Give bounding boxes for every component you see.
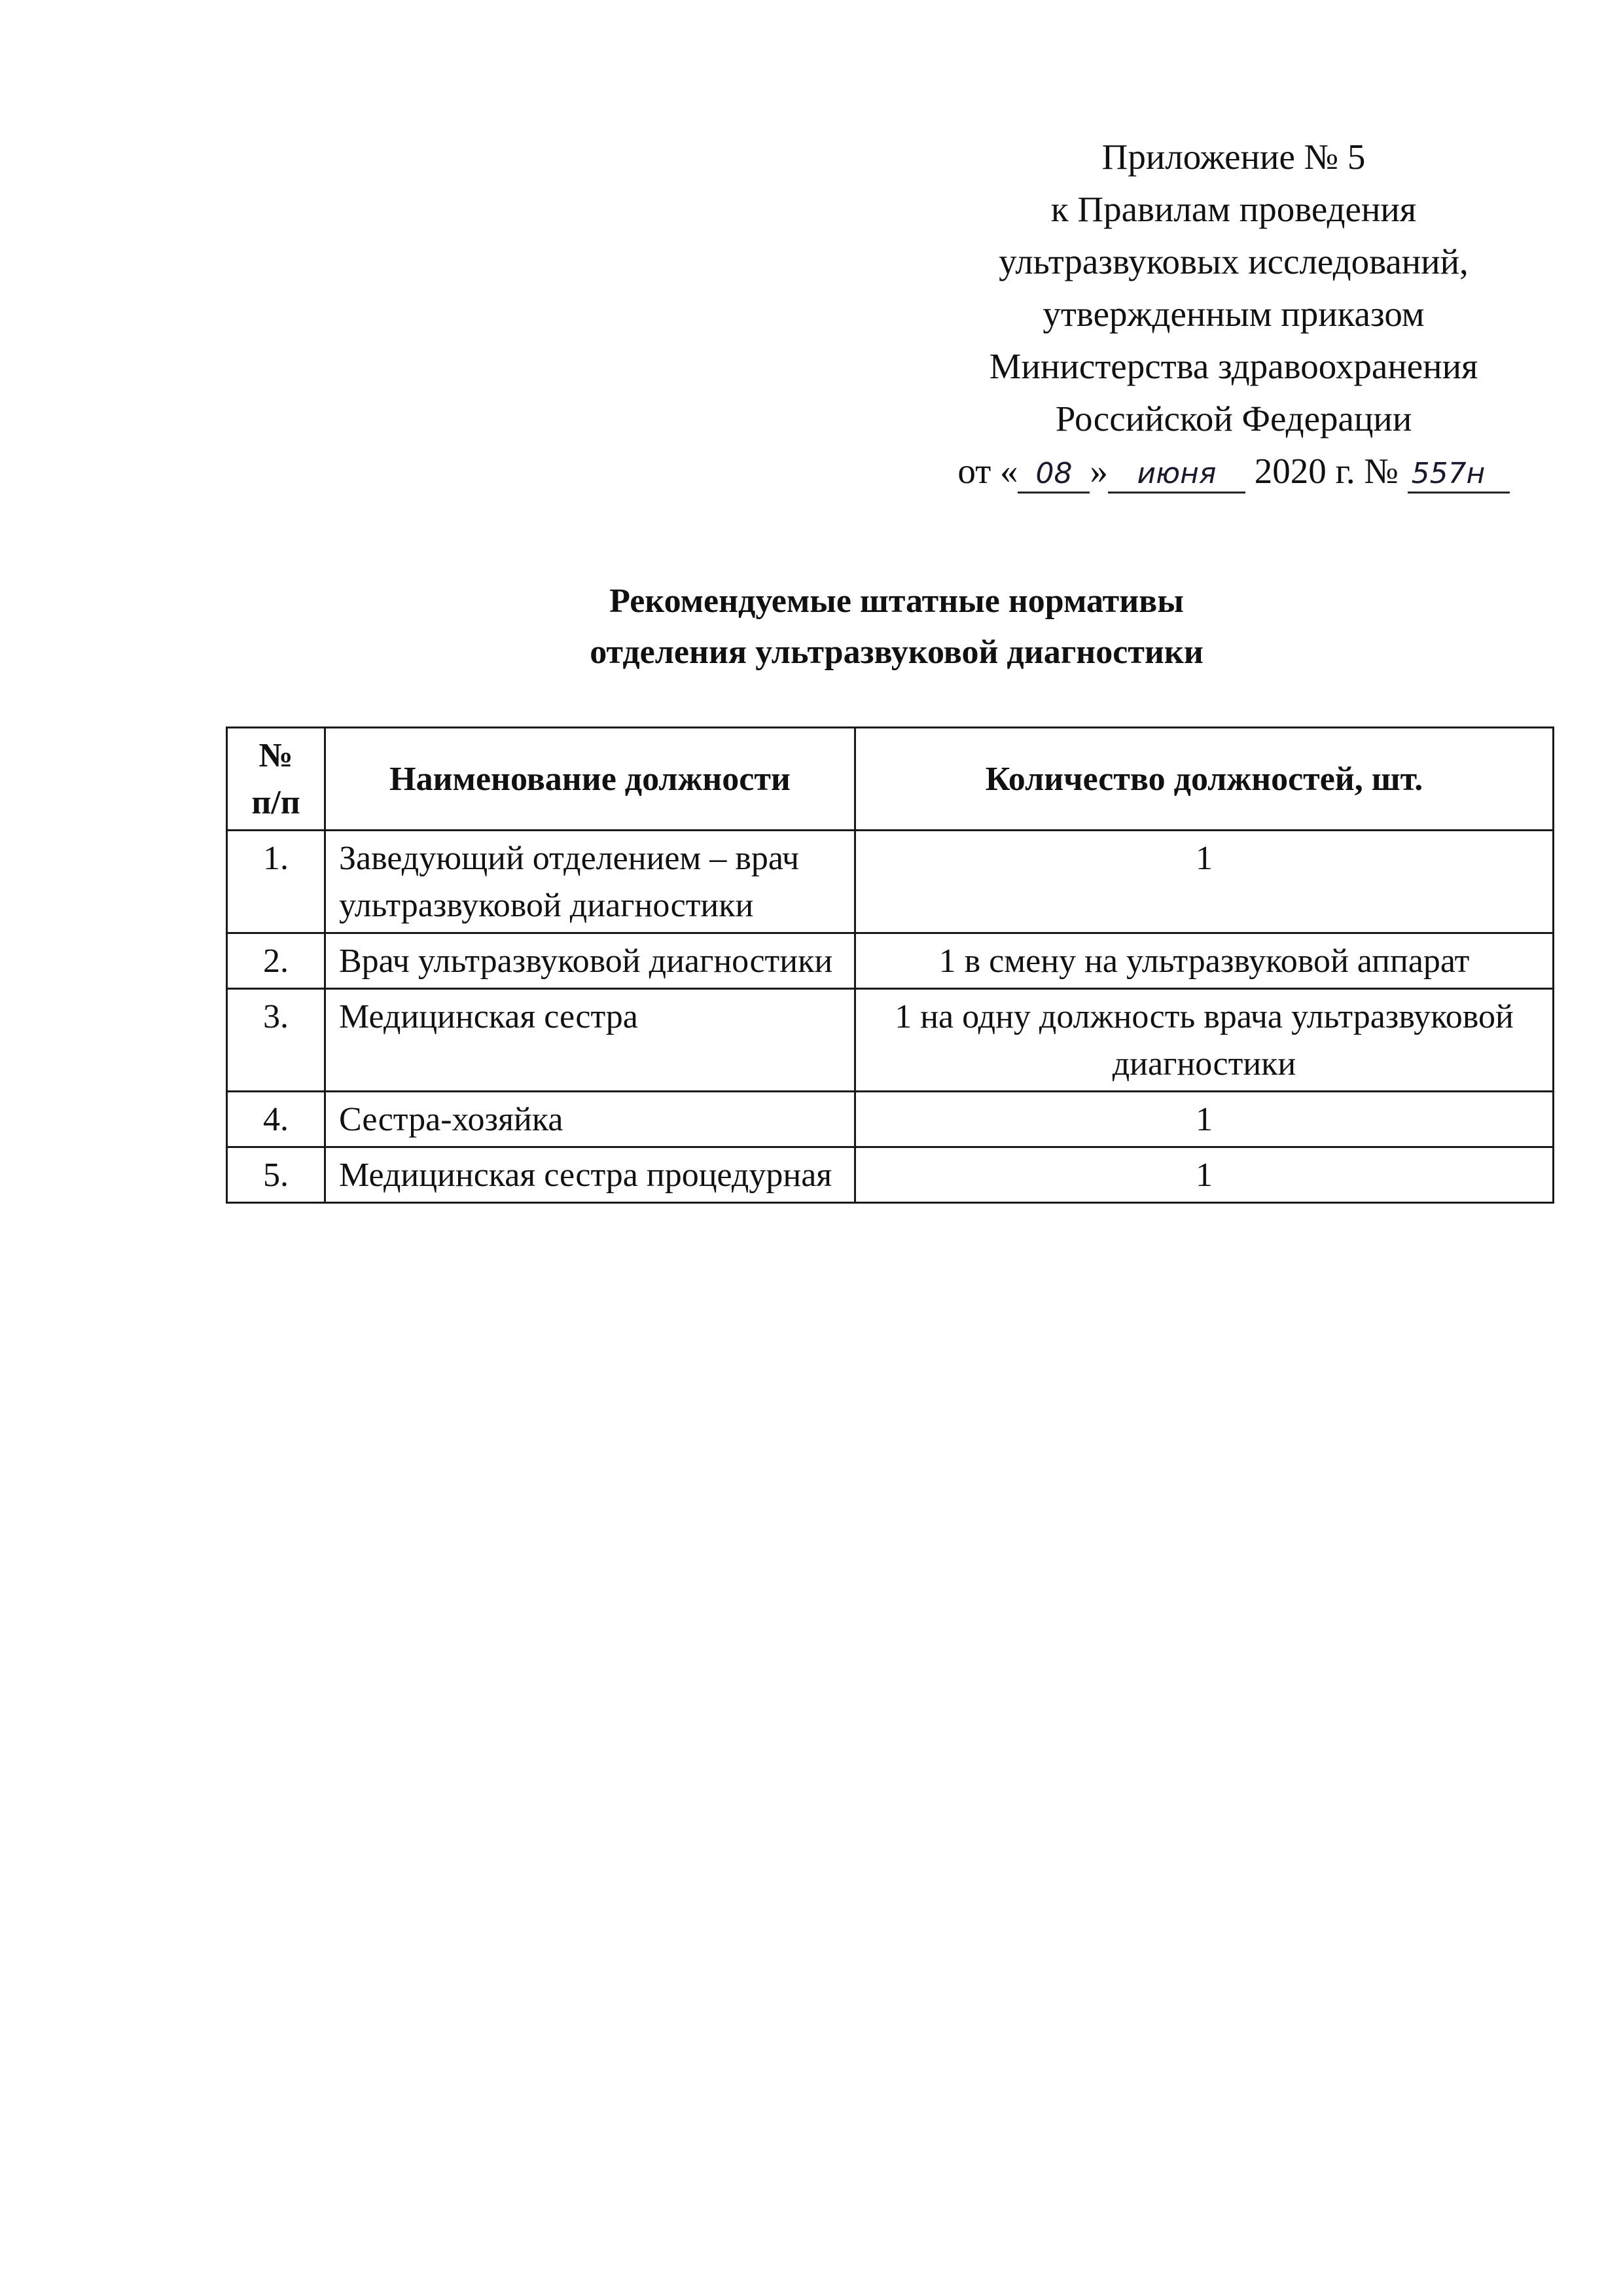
appendix-rules-ref: к Правилам проведения (1050, 189, 1417, 229)
row-quantity: 1 (855, 1092, 1554, 1147)
appendix-header (883, 131, 1584, 497)
row-position: Сестра-хозяйка (325, 1092, 855, 1147)
handwritten-order-number: 557н (1408, 456, 1510, 493)
header-quantity: Количество должностей, шт. (855, 728, 1554, 831)
table-row (227, 1092, 1554, 1147)
quote-close: » (1090, 451, 1108, 491)
order-date-line (883, 445, 1584, 497)
header-num (227, 728, 325, 831)
table-row (227, 933, 1554, 989)
table-row (227, 989, 1554, 1092)
year-text: 2020 г. № (1254, 451, 1399, 491)
staffing-table (226, 726, 1554, 1204)
row-quantity: 1 на одну должность врача ультразвуковой диагностики (855, 989, 1554, 1092)
date-prefix: от « (957, 451, 1018, 491)
table-row (227, 831, 1554, 933)
header-num-label: п/п (251, 784, 300, 821)
document-title (393, 576, 1400, 678)
row-position: Врач ультразвуковой диагностики (325, 933, 855, 989)
row-position: Заведующий отделением – врач ультразвуковой диагностики (325, 831, 855, 933)
row-position: Медицинская сестра (325, 989, 855, 1092)
table-row (227, 1147, 1554, 1203)
row-number: 1. (227, 831, 325, 933)
appendix-ministry: Министерства здравоохранения (989, 346, 1478, 386)
row-quantity: 1 (855, 831, 1554, 933)
header-num-symbol: № (259, 737, 293, 774)
table-header-row (227, 728, 1554, 831)
appendix-approved: утвержденным приказом (1043, 294, 1425, 334)
appendix-rules-subject: ультразвуковых исследований, (999, 242, 1469, 281)
title-line-2: отделения ультразвуковой диагностики (590, 634, 1204, 671)
row-number: 4. (227, 1092, 325, 1147)
row-quantity: 1 в смену на ультразвуковой аппарат (855, 933, 1554, 989)
title-line-1: Рекомендуемые штатные нормативы (609, 583, 1184, 620)
appendix-federation: Российской Федерации (1055, 399, 1412, 439)
header-position: Наименование должности (325, 728, 855, 831)
row-quantity: 1 (855, 1147, 1554, 1203)
row-number: 3. (227, 989, 325, 1092)
appendix-number: Приложение № 5 (1101, 137, 1366, 177)
handwritten-month: июня (1108, 456, 1245, 493)
row-position: Медицинская сестра процедурная (325, 1147, 855, 1203)
row-number: 2. (227, 933, 325, 989)
row-number: 5. (227, 1147, 325, 1203)
handwritten-day: 08 (1018, 456, 1090, 493)
